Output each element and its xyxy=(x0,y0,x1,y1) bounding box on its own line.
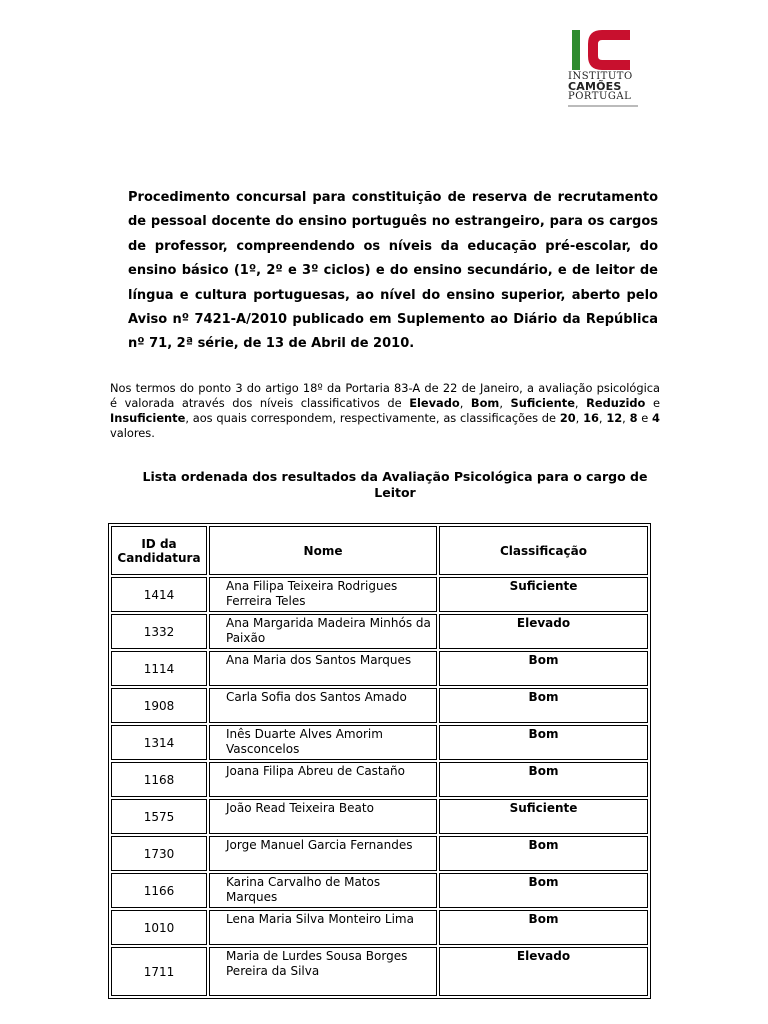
intro-text: valores. xyxy=(110,426,155,440)
cell-id: 1730 xyxy=(111,836,207,871)
intro-sep: , xyxy=(598,411,607,425)
cell-classificacao: Bom xyxy=(439,873,648,908)
table-row xyxy=(111,651,648,686)
intro-paragraph xyxy=(110,381,660,441)
table-row xyxy=(111,688,648,723)
logo-text-camoes: CAMÕES xyxy=(568,80,622,93)
logo-text-instituto: INSTITUTO xyxy=(568,71,633,82)
cell-classificacao: Bom xyxy=(439,688,648,723)
cell-id: 1114 xyxy=(111,651,207,686)
cell-classificacao: Elevado xyxy=(439,614,648,649)
cell-id: 1332 xyxy=(111,614,207,649)
cell-id: 1711 xyxy=(111,947,207,996)
cell-nome: Inês Duarte Alves Amorim Vasconcelos xyxy=(209,725,437,760)
cell-nome: João Read Teixeira Beato xyxy=(209,799,437,834)
table-header-row xyxy=(111,526,648,575)
logo-c-shape xyxy=(588,30,630,70)
table-row xyxy=(111,762,648,797)
level-reduzido: Reduzido xyxy=(586,396,646,410)
cell-id: 1166 xyxy=(111,873,207,908)
intro-sep: , xyxy=(499,396,511,410)
cell-classificacao: Bom xyxy=(439,910,648,945)
document-heading: Procedimento concursal para constituição de reserva de recrutamento de pessoal docente do ensino português no estrangeiro, para os cargos de professor, compreendendo os níveis da educação pré-escolar, do ensino básico (1º, 2º e 3º ciclos) e do ensino secundário, e de leitor de língua e cultura portuguesas, ao nível do ensino superior, aberto pelo Aviso nº 7421-A/2010 publicado em Suplemento ao Diário da República nº 71, 2ª série, de 13 de Abril de 2010. xyxy=(128,190,658,352)
cell-id: 1010 xyxy=(111,910,207,945)
cell-nome: Jorge Manuel Garcia Fernandes xyxy=(209,836,437,871)
table-row xyxy=(111,577,648,612)
intro-sep: e xyxy=(645,396,660,410)
intro-sep: , xyxy=(574,396,587,410)
intro-sep: , xyxy=(622,411,630,425)
cell-nome: Ana Filipa Teixeira Rodrigues Ferreira Teles xyxy=(209,577,437,612)
cell-nome: Ana Maria dos Santos Marques xyxy=(209,651,437,686)
cell-classificacao: Bom xyxy=(439,651,648,686)
table-row xyxy=(111,614,648,649)
cell-classificacao: Elevado xyxy=(439,947,648,996)
cell-nome: Joana Filipa Abreu de Castaño xyxy=(209,762,437,797)
logo-text-portugal: PORTUGAL xyxy=(568,91,632,102)
score-20: 20 xyxy=(559,411,576,425)
cell-nome: Carla Sofia dos Santos Amado xyxy=(209,688,437,723)
intro-sep: e xyxy=(637,411,653,425)
table-row xyxy=(111,947,648,996)
cell-nome: Lena Maria Silva Monteiro Lima xyxy=(209,910,437,945)
intro-text: Nos termos do ponto 3 do artigo 18º da Portaria 83-A de 22 de Janeiro, a avaliação psicológica é valorada através dos níveis classificativos de xyxy=(110,381,660,410)
results-table xyxy=(108,523,651,999)
level-elevado: Elevado xyxy=(409,396,460,410)
cell-nome: Ana Margarida Madeira Minhós da Paixão xyxy=(209,614,437,649)
instituto-camoes-logo xyxy=(568,28,644,120)
table-row xyxy=(111,799,648,834)
cell-nome: Maria de Lurdes Sousa Borges Pereira da Silva xyxy=(209,947,437,996)
level-suficiente: Suficiente xyxy=(510,396,575,410)
cell-classificacao: Suficiente xyxy=(439,799,648,834)
list-title: Lista ordenada dos resultados da Avaliação Psicológica para o cargo de Leitor xyxy=(142,469,648,500)
intro-sep: , xyxy=(459,396,471,410)
logo-i-bar xyxy=(572,30,580,70)
score-12: 12 xyxy=(606,411,623,425)
cell-classificacao: Bom xyxy=(439,725,648,760)
intro-text: , aos quais correspondem, respectivamente, as classificações de xyxy=(185,411,560,425)
cell-id: 1908 xyxy=(111,688,207,723)
cell-classificacao: Suficiente xyxy=(439,577,648,612)
score-8: 8 xyxy=(629,411,638,425)
score-16: 16 xyxy=(583,411,599,425)
cell-classificacao: Bom xyxy=(439,762,648,797)
table-row xyxy=(111,725,648,760)
table-row xyxy=(111,910,648,945)
cell-id: 1575 xyxy=(111,799,207,834)
header-nome: Nome xyxy=(209,526,437,575)
header-id: ID da Candidatura xyxy=(111,526,207,575)
header-classificacao: Classificação xyxy=(439,526,648,575)
cell-id: 1168 xyxy=(111,762,207,797)
cell-id: 1314 xyxy=(111,725,207,760)
cell-id: 1414 xyxy=(111,577,207,612)
level-insuficiente: Insuficiente xyxy=(110,411,186,425)
cell-classificacao: Bom xyxy=(439,836,648,871)
ic-logo-mark-icon xyxy=(568,28,638,72)
level-bom: Bom xyxy=(470,396,500,410)
score-4: 4 xyxy=(652,411,660,425)
table-row xyxy=(111,836,648,871)
cell-nome: Karina Carvalho de Matos Marques xyxy=(209,873,437,908)
logo-tagline-line xyxy=(568,105,638,107)
table-row xyxy=(111,873,648,908)
intro-sep: , xyxy=(575,411,584,425)
